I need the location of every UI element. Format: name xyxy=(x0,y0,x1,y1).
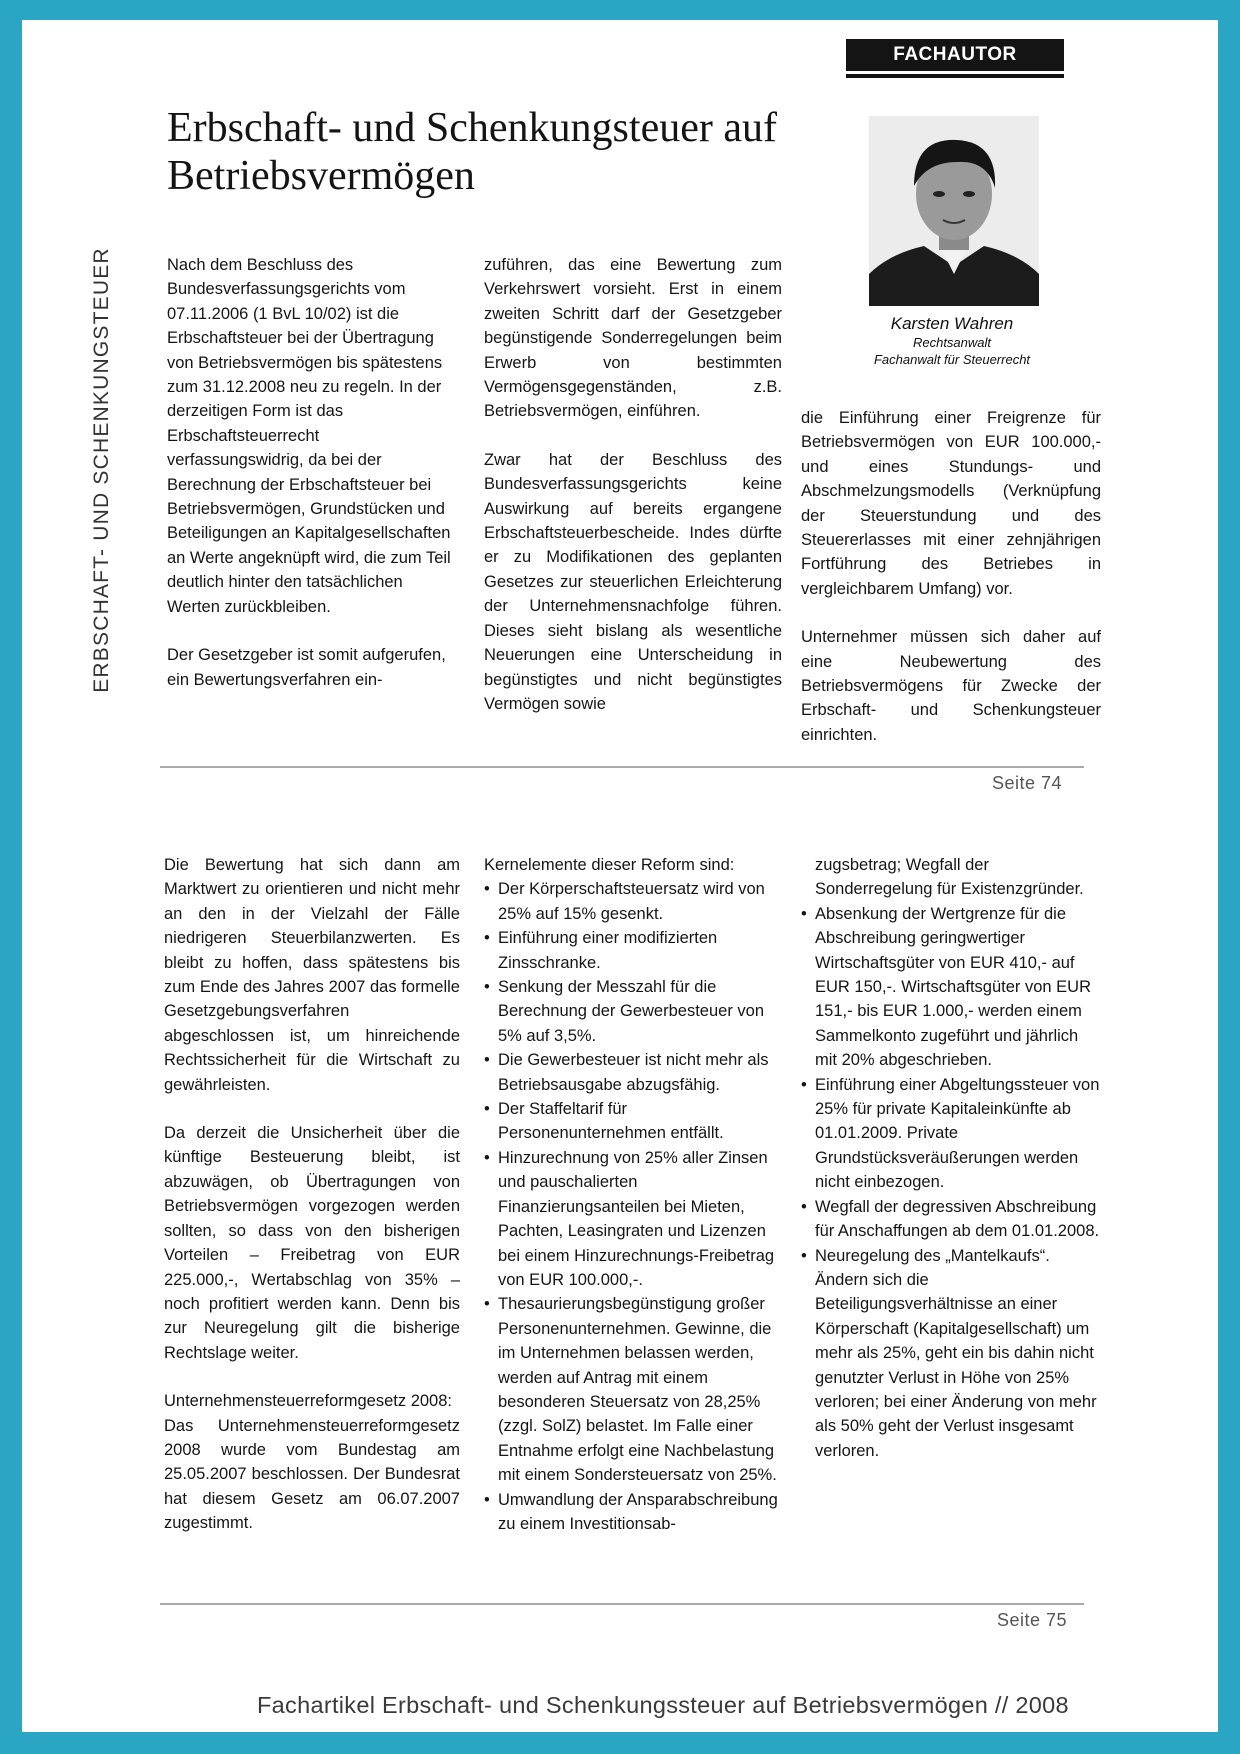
page-divider xyxy=(160,1603,1084,1605)
page1-column-1 xyxy=(167,253,457,692)
page-divider xyxy=(160,766,1084,768)
list-item: • Einführung einer modifizierten Zinsschranke. xyxy=(484,926,784,975)
author-portrait-photo xyxy=(869,116,1039,306)
list-item: • Wegfall der degressiven Abschreibung für Anschaffungen ab dem 01.01.2008. xyxy=(801,1195,1101,1244)
page1-column-3 xyxy=(801,406,1101,747)
list-item: • Der Körperschaftsteuersatz wird von 25% auf 15% gesenkt. xyxy=(484,877,784,926)
paragraph: Unternehmer müssen sich daher auf eine Neubewertung des Betriebsvermögens für Zwecke der Erbschaft- und Schenkungsteuer einrichten. xyxy=(801,628,1101,744)
list-item: • Hinzurechnung von 25% aller Zinsen und pauschalierten Finanzierungsanteilen bei Mieten, Pachten, Leasingraten und Lizenzen bei einem Hinzurechnungs-Freibetrag von EUR 100.000,-. xyxy=(484,1146,784,1292)
person-portrait-icon xyxy=(869,116,1039,306)
paragraph: Da derzeit die Unsicherheit über die künftige Besteuerung bleibt, ist abzuwägen, ob Übertragungen von Betriebsvermögen vorgezogen werden sollten, so dass von den bisherigen Vorteilen – Freibetrag von EUR 225.000,-, Wertabschlag von 35% – noch profitiert werden kann. Denn bis zur Neuregelung gilt die bisherige Rechtslage weiter. xyxy=(164,1124,460,1362)
list-intro: Kernelemente dieser Reform sind: xyxy=(484,856,735,874)
author-name: Karsten Wahren xyxy=(890,314,1014,333)
list-item: • Die Gewerbesteuer ist nicht mehr als Betriebsausgabe abzugsfähig. xyxy=(484,1048,784,1097)
list-item: • Senkung der Messzahl für die Berechnung der Gewerbesteuer von 5% auf 3,5%. xyxy=(484,975,784,1048)
badge-underline xyxy=(846,74,1064,78)
author-role: Rechtsanwalt xyxy=(912,335,992,350)
list-item: • Thesaurierungsbegünstigung großer Personenunternehmen. Gewinne, die im Unternehmen belassen werden, werden auf Antrag mit einem besonderen Steuersatz von 28,25% (zzgl. SolZ) belastet. Im Falle einer Entnahme erfolgt eine Nachbelastung mit einem Sondersteuersatz von 25%. xyxy=(484,1292,784,1487)
paragraph: zuführen, das eine Bewertung zum Verkehrswert vorsieht. Erst in einem zweiten Schritt darf der Gesetzgeber begünstigende Sonderregelungen beim Erwerb von bestimmten Vermögensgegenständen, z.B. Betriebsvermögen, einführen. xyxy=(484,256,782,421)
reform-bullet-list-continued xyxy=(801,902,1101,1463)
reform-bullet-list xyxy=(484,877,784,1536)
page-number: Seite 74 xyxy=(992,773,1063,793)
list-item: • Einführung einer Abgeltungssteuer von 25% für private Kapitaleinkünfte ab 01.01.2009. Private Grundstücksveräußerungen werden nicht einbezogen. xyxy=(801,1073,1101,1195)
document-footer: Fachartikel Erbschaft- und Schenkungssteuer auf Betriebsvermögen // 2008 xyxy=(257,1692,1069,1718)
article-title: Erbschaft- und Schenkungsteuer auf Betriebsvermögen xyxy=(167,105,777,199)
page2-column-3 xyxy=(801,853,1101,1463)
author-caption xyxy=(842,314,1062,368)
page2-column-2 xyxy=(484,853,784,1536)
page2-column-1 xyxy=(164,853,460,1536)
paragraph: Der Gesetzgeber ist somit aufgerufen, ein Bewertungsverfahren ein- xyxy=(167,646,446,689)
list-item: • Der Staffeltarif für Personenunternehmen entfällt. xyxy=(484,1097,784,1146)
page-number: Seite 75 xyxy=(997,1610,1068,1630)
fachautor-badge: FACHAUTOR xyxy=(846,39,1064,71)
list-item: • Absenkung der Wertgrenze für die Abschreibung geringwertiger Wirtschaftsgüter von EUR 410,- auf EUR 150,-. Wirtschaftsgüter von EUR 151,- bis EUR 1.000,- werden einem Sammelkonto zugeführt und jährlich mit 20% abgeschrieben. xyxy=(801,902,1101,1073)
page1-column-2 xyxy=(484,253,782,716)
section-heading: Unternehmensteuerreformgesetz 2008: xyxy=(164,1392,452,1411)
author-specialty: Fachanwalt für Steuerrecht xyxy=(873,352,1031,367)
list-item-continuation: zugsbetrag; Wegfall der Sonderregelung für Existenzgründer. xyxy=(815,856,1084,899)
side-section-label: ERBSCHAFT- UND SCHENKUNGSTEUER xyxy=(90,247,113,693)
paragraph: Zwar hat der Beschluss des Bundesverfassungsgerichts keine Auswirkung auf bereits ergangene Erbschaftsteuerbescheide. Indes dürfte er zu Modifikationen des geplanten Gesetzes zur steuerlichen Erleichterung der Unternehmensnachfolge führen. Dieses sieht bislang als wesentliche Neuerungen eine Unterscheidung in begünstigtes und nicht begünstigtes Vermögen sowie xyxy=(484,450,782,713)
paragraph: Die Bewertung hat sich dann am Marktwert zu orientieren und nicht mehr an den in der Vielzahl der Fälle niedrigeren Steuerbilanzwerten. Es bleibt zu hoffen, dass spätestens bis zum Ende des Jahres 2007 das formelle Gesetzgebungsverfahren abgeschlossen ist, um hinreichende Rechtssicherheit für die Wirtschaft zu gewährleisten. xyxy=(164,856,460,1094)
list-item: • Neuregelung des „Mantelkaufs“. Ändern sich die Beteiligungsverhältnisse an einer Körperschaft (Kapitalgesellschaft) um mehr als 25%, geht ein bis dahin nicht genutzter Verlust in Höhe von 25% verloren; bei einer Änderung von mehr als 50% geht der Verlust insgesamt verloren. xyxy=(801,1244,1101,1464)
document-sheet xyxy=(22,20,1218,1732)
paragraph: die Einführung einer Freigrenze für Betriebsvermögen von EUR 100.000,- und eines Stundungs- und Abschmelzungsmodells (Verknüpfung der Steuerstundung und des Steuererlasses mit einer zehnjährigen Fortführung des Betriebes in vergleichbarem Umfang) vor. xyxy=(801,409,1101,598)
list-item: • Umwandlung der Ansparabschreibung zu einem Investitionsab- xyxy=(484,1488,784,1537)
paragraph: Nach dem Beschluss des Bundesverfassungsgerichts vom 07.11.2006 (1 BvL 10/02) ist die Erbschaftsteuer bei der Übertragung von Betriebsvermögen bis spätestens zum 31.12.2008 neu zu regeln. In der derzeitigen Form ist das Erbschaftsteuerrecht verfassungswidrig, da bei der Berechnung der Erbschaftsteuer bei Betriebsvermögen, Grundstücken und Beteiligungen an Kapitalgesellschaften an Werte angeknüpft wird, die zum Teil deutlich hinter den tatsächlichen Werten zurückbleiben. xyxy=(167,256,451,616)
paragraph: Das Unternehmensteuerreformgesetz 2008 wurde vom Bundestag am 25.05.2007 beschlossen. Der Bundesrat hat diesem Gesetz am 06.07.2007 zugestimmt. xyxy=(164,1416,460,1533)
